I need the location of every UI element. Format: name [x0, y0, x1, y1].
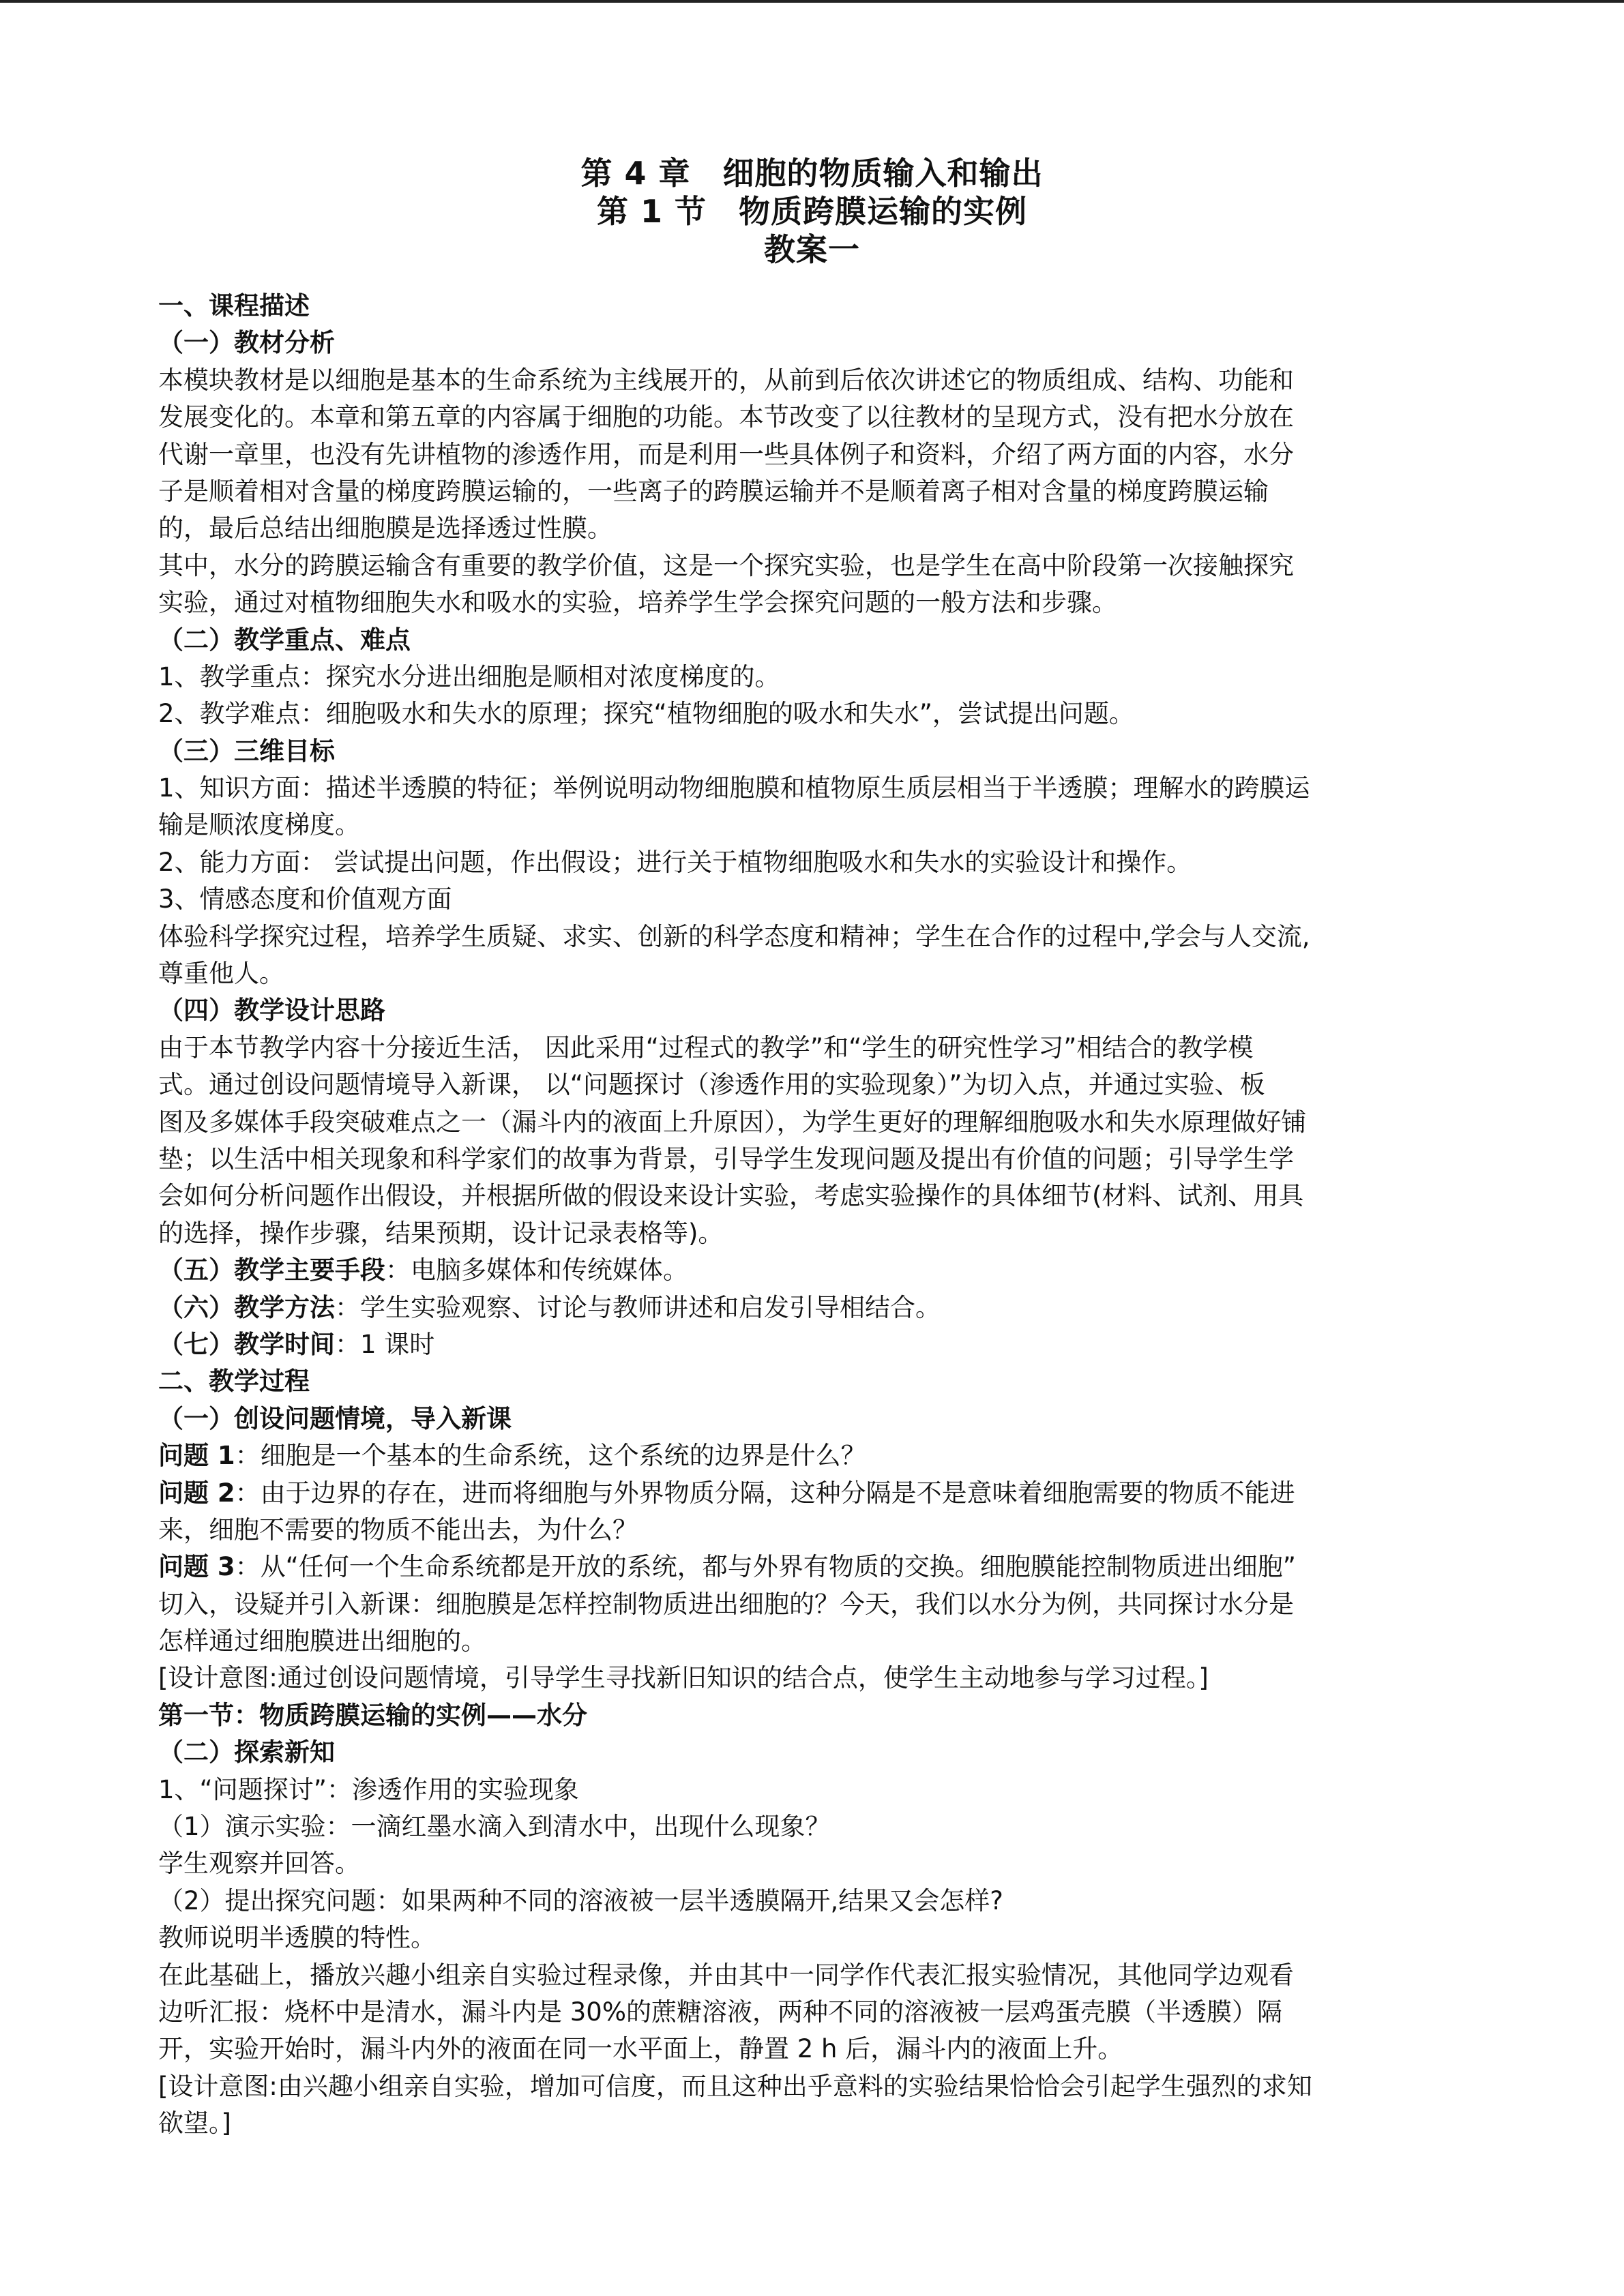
section-heading: （一）教材分析: [158, 328, 335, 358]
inline-text: ：1 课时: [335, 1329, 435, 1359]
text-line: 切入，设疑并引入新课：细胞膜是怎样控制物质进出细胞的？今天，我们以水分为例，共同探讨水分是: [158, 1589, 1294, 1619]
text-line: 会如何分析问题作出假设，并根据所做的假设来设计实验，考虑实验操作的具体细节(材料、试剂、用具: [158, 1181, 1304, 1211]
section-heading: 二、教学过程: [158, 1367, 310, 1397]
text-line: 欲望。]: [158, 2108, 231, 2138]
chapter-title: 第 4 章 细胞的物质输入和输出: [580, 155, 1044, 192]
text-line: （1）演示实验：一滴红墨水滴入到清水中，出现什么现象？: [158, 1812, 831, 1842]
section-heading: 第一节：物质跨膜运输的实例——水分: [158, 1700, 587, 1730]
text-line: 尊重他人。: [158, 959, 284, 989]
section-heading: （二）教学重点、难点: [158, 625, 411, 655]
text-line: 发展变化的。本章和第五章的内容属于细胞的功能。本节改变了以往教材的呈现方式，没有把水分放在: [158, 402, 1294, 432]
inline-text: ：细胞是一个基本的生命系统，这个系统的边界是什么？: [235, 1441, 866, 1471]
inline-heading: 问题 1: [158, 1441, 235, 1471]
text-line: [158, 1252, 1458, 1289]
inline-text: ：从“任何一个生命系统都是开放的系统，都与外界有物质的交换。细胞膜能控制物质进出细胞”: [235, 1552, 1296, 1582]
section-title: 第 1 节 物质跨膜运输的实例: [596, 193, 1028, 230]
text-line: 垫；以生活中相关现象和科学家们的故事为背景，引导学生发现问题及提出有价值的问题；引导学生学: [158, 1144, 1294, 1174]
inline-text: ：由于边界的存在，进而将细胞与外界物质分隔，这种分隔是不是意味着细胞需要的物质不能进: [235, 1478, 1295, 1508]
text-line: 子是顺着相对含量的梯度跨膜运输的，一些离子的跨膜运输并不是顺着离子相对含量的梯度跨膜运输: [158, 476, 1269, 506]
inline-heading: 问题 3: [158, 1552, 235, 1582]
text-line: [158, 1549, 1458, 1585]
title-block: [0, 154, 1624, 269]
text-line: 边听汇报：烧杯中是清水，漏斗内是 30%的蔗糖溶液，两种不同的溶液被一层鸡蛋壳膜（半透膜）隔: [158, 1997, 1282, 2027]
text-line: 本模块教材是以细胞是基本的生命系统为主线展开的，从前到后依次讲述它的物质组成、结构、功能和: [158, 365, 1294, 395]
inline-heading: （六）教学方法: [158, 1292, 335, 1322]
text-line: 教师说明半透膜的特性。: [158, 1923, 436, 1953]
text-line: 实验，通过对植物细胞失水和吸水的实验，培养学生学会探究问题的一般方法和步骤。: [158, 588, 1117, 618]
text-line: 开，实验开始时，漏斗内外的液面在同一水平面上，静置 2 h 后，漏斗内的液面上升。: [158, 2034, 1123, 2064]
text-line: 的选择，操作步骤，结果预期，设计记录表格等)。: [158, 1218, 724, 1248]
text-line: 2、教学难点：细胞吸水和失水的原理；探究“植物细胞的吸水和失水”，尝试提出问题。: [158, 699, 1134, 729]
text-line: 输是顺浓度梯度。: [158, 810, 360, 840]
text-line: [158, 1289, 1458, 1326]
text-line: 3、情感态度和价值观方面: [158, 884, 452, 914]
text-line: [设计意图:通过创设问题情境，引导学生寻找新旧知识的结合点，使学生主动地参与学习过程。]: [158, 1663, 1209, 1693]
text-line: [158, 1437, 1458, 1474]
inline-heading: （七）教学时间: [158, 1329, 335, 1359]
text-line: [设计意图:由兴趣小组亲自实验，增加可信度，而且这种出乎意料的实验结果恰恰会引起学生强烈的求知: [158, 2071, 1312, 2101]
text-line: 1、知识方面：描述半透膜的特征；举例说明动物细胞膜和植物原生质层相当于半透膜；理解水的跨膜运: [158, 773, 1310, 803]
text-line: 图及多媒体手段突破难点之一（漏斗内的液面上升原因），为学生更好的理解细胞吸水和失水原理做好铺: [158, 1107, 1307, 1137]
text-line: 来，细胞不需要的物质不能出去，为什么？: [158, 1515, 638, 1545]
text-line: 2、能力方面： 尝试提出问题，作出假设；进行关于植物细胞吸水和失水的实验设计和操作。: [158, 847, 1192, 877]
text-line: 式。通过创设问题情境导入新课， 以“问题探讨（渗透作用的实验现象）”为切入点，并通过实验、板: [158, 1070, 1265, 1100]
inline-heading: （五）教学主要手段: [158, 1255, 385, 1285]
text-line: [158, 1326, 1458, 1363]
section-heading: （三）三维目标: [158, 736, 335, 766]
document-body: [158, 288, 1458, 2143]
text-line: 代谢一章里，也没有先讲植物的渗透作用，而是利用一些具体例子和资料，介绍了两方面的内容，水分: [158, 439, 1294, 469]
text-line: 在此基础上，播放兴趣小组亲自实验过程录像，并由其中一同学作代表汇报实验情况，其他同学边观看: [158, 1960, 1294, 1990]
text-line: 怎样通过细胞膜进出细胞的。: [158, 1626, 486, 1656]
text-line: 体验科学探究过程，培养学生质疑、求实、创新的科学态度和精神；学生在合作的过程中,学会与人交流,: [158, 921, 1310, 951]
section-heading: （一）创设问题情境，导入新课: [158, 1403, 512, 1433]
text-line: 1、教学重点：探究水分进出细胞是顺相对浓度梯度的。: [158, 661, 780, 691]
section-heading: （四）教学设计思路: [158, 996, 385, 1026]
inline-text: ：学生实验观察、讨论与教师讲述和启发引导相结合。: [335, 1292, 941, 1322]
inline-text: ：电脑多媒体和传统媒体。: [385, 1255, 688, 1285]
text-line: （2）提出探究问题：如果两种不同的溶液被一层半透膜隔开,结果又会怎样?: [158, 1885, 1003, 1915]
text-line: [158, 1475, 1458, 1512]
inline-heading: 问题 2: [158, 1478, 235, 1508]
text-line: 学生观察并回答。: [158, 1849, 360, 1879]
section-heading: （二）探索新知: [158, 1738, 335, 1768]
lesson-plan-title: 教案一: [764, 231, 860, 268]
section-heading: 一、课程描述: [158, 291, 310, 320]
text-line: 1、“问题探讨”：渗透作用的实验现象: [158, 1774, 579, 1804]
text-line: 的，最后总结出细胞膜是选择透过性膜。: [158, 513, 612, 543]
text-line: 由于本节教学内容十分接近生活， 因此采用“过程式的教学”和“学生的研究性学习”相结合的教学模: [158, 1032, 1254, 1062]
text-line: 其中，水分的跨膜运输含有重要的教学价值，这是一个探究实验，也是学生在高中阶段第一次接触探究: [158, 550, 1294, 580]
